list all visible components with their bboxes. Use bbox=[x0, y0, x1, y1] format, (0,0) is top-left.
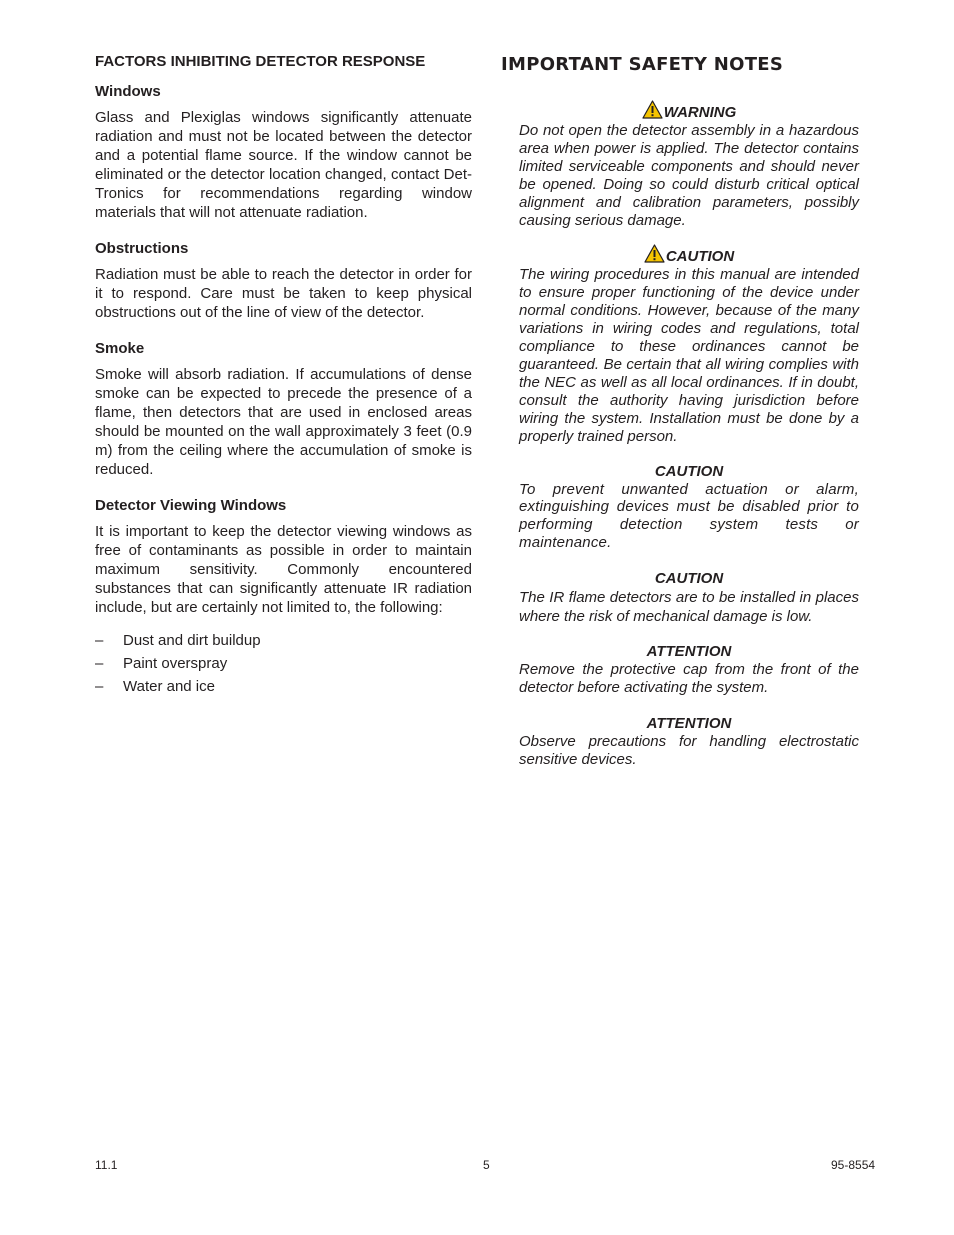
smoke-heading: Smoke bbox=[95, 340, 145, 357]
note-label: CAUTION bbox=[654, 462, 724, 480]
footer-page-number: 5 bbox=[483, 1158, 490, 1172]
obstructions-paragraph: Radiation must be able to reach the detector in order for it to respond. Care must be taken to keep physical obstructions out of the line of view of the detector. bbox=[95, 266, 472, 321]
caution-note bbox=[519, 570, 859, 626]
windows-paragraph: Glass and Plexiglas windows significantly attenuate radiation and must not be located between the detector and a potential flame source. If the window cannot be eliminated or the detector location changed, contact Det-Tronics for recommendations regarding window materials that will not attenuate radiation. bbox=[95, 109, 472, 221]
footer-document-number: 95-8554 bbox=[831, 1158, 876, 1172]
attention-note bbox=[519, 715, 859, 769]
footer-revision: 11.1 bbox=[95, 1158, 118, 1172]
list-item bbox=[95, 654, 472, 673]
safety-notes-title: IMPORTANT SAFETY NOTES bbox=[501, 54, 784, 75]
list-item bbox=[95, 677, 472, 696]
note-label: ATTENTION bbox=[646, 643, 732, 661]
attention-note bbox=[519, 643, 859, 697]
warning-note bbox=[519, 100, 859, 229]
caution-note bbox=[519, 463, 859, 553]
contaminants-list bbox=[95, 631, 472, 696]
note-label: CAUTION bbox=[665, 248, 735, 266]
viewing-windows-heading: Detector Viewing Windows bbox=[95, 497, 287, 514]
bullet-dash: – bbox=[95, 678, 104, 695]
obstructions-heading: Obstructions bbox=[95, 240, 189, 257]
list-item-text: Dust and dirt buildup bbox=[123, 632, 261, 649]
viewing-windows-paragraph: It is important to keep the detector viewing windows as free of contaminants as possible in order to maintain maximum sensitivity. Commonly encountered substances that can significantly attenuate IR radiation include, but are certainly not limited to, the following: bbox=[95, 523, 472, 616]
note-label: CAUTION bbox=[654, 570, 724, 588]
note-label: WARNING bbox=[663, 104, 737, 121]
section-heading: FACTORS INHIBITING DETECTOR RESPONSE bbox=[95, 53, 426, 70]
note-text: Observe precautions for handling electrostatic sensitive devices. bbox=[519, 732, 859, 768]
note-label: ATTENTION bbox=[646, 714, 732, 732]
note-text: To prevent unwanted actuation or alarm, extinguishing devices must be disabled prior to performing detection system tests or maintenance. bbox=[519, 480, 859, 552]
left-column bbox=[95, 53, 472, 700]
note-text: The IR flame detectors are to be installed in places where the risk of mechanical damage is low. bbox=[519, 589, 859, 626]
note-text: Remove the protective cap from the front of the detector before activating the system. bbox=[519, 661, 859, 697]
bullet-dash: – bbox=[95, 655, 104, 672]
list-item-text: Paint overspray bbox=[123, 655, 228, 672]
list-item bbox=[95, 631, 472, 650]
caution-note bbox=[519, 244, 859, 445]
right-column bbox=[519, 54, 859, 769]
list-item-text: Water and ice bbox=[123, 678, 215, 695]
warning-triangle-icon bbox=[642, 100, 663, 119]
windows-heading: Windows bbox=[95, 83, 161, 100]
bullet-dash: – bbox=[95, 632, 104, 649]
note-text: Do not open the detector assembly in a hazardous area when power is applied. The detector contains limited serviceable components and should never be opened. Doing so could disturb critical optical alignment and calibration parameters, possibly causing serious damage. bbox=[519, 122, 859, 229]
warning-triangle-icon bbox=[644, 244, 665, 263]
smoke-paragraph: Smoke will absorb radiation. If accumulations of dense smoke can be expected to precede the presence of a flame, then detectors that are used in enclosed areas should be mounted on the wall approximately 3 feet (0.9 m) from the ceiling where the accumulation of smoke is reduced. bbox=[95, 366, 472, 478]
note-text: The wiring procedures in this manual are intended to ensure proper functioning of the device under normal conditions. However, because of the many variations in wiring codes and regulations, total compliance to these ordinances cannot be guaranteed. Be certain that all wiring complies with the NEC as well as all local ordinances. If in doubt, consult the authority having jurisdiction before wiring the system. Installation must be done by a properly trained person. bbox=[519, 266, 859, 445]
